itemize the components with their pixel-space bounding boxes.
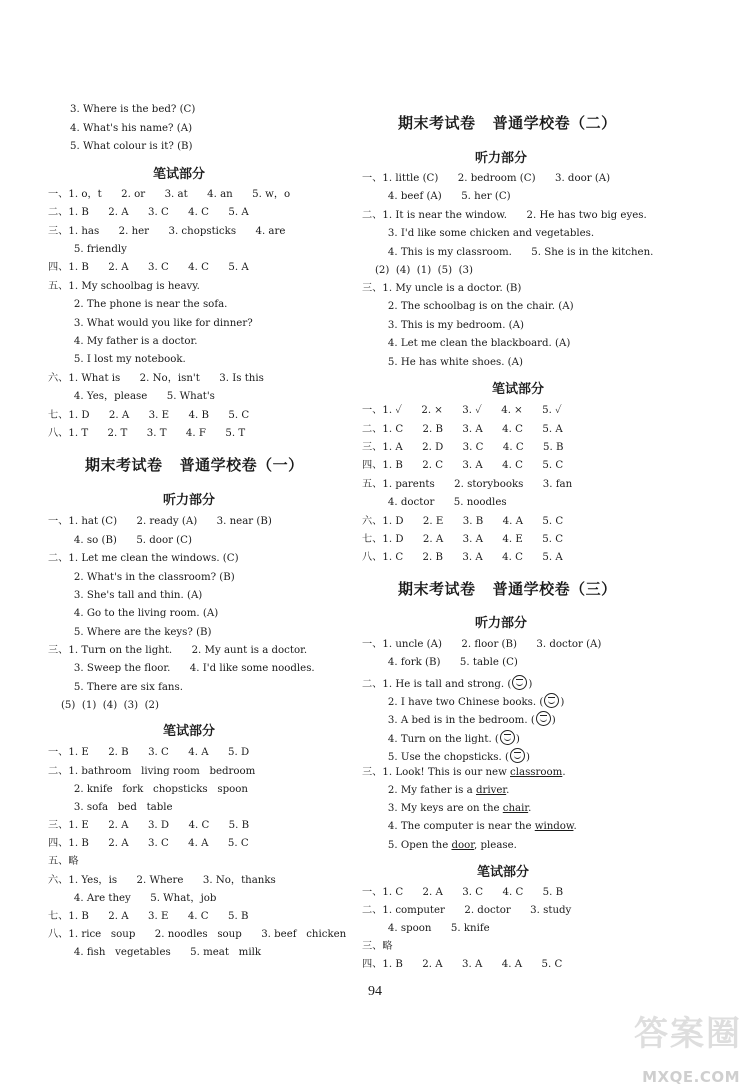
answer-text: 2. My father is a bbox=[362, 785, 476, 796]
answer-line: 4. Let me clean the blackboard. (A) bbox=[362, 338, 571, 349]
answer-text: ) bbox=[560, 697, 565, 708]
smiley-face-icon bbox=[500, 730, 515, 745]
answer-text: . bbox=[506, 785, 510, 796]
answer-line: 3. She's tall and thin. (A) bbox=[48, 590, 203, 601]
section-heading-listening: 听力部分 bbox=[163, 493, 216, 508]
underlined-answer: chair bbox=[502, 803, 529, 814]
answer-line: 4. fork (B) 5. table (C) bbox=[362, 657, 518, 668]
answer-line: 二、1. Let me clean the windows. (C) bbox=[48, 553, 239, 564]
answer-text: ) bbox=[525, 752, 530, 763]
answer-line: 一、1. o，t 2. or 3. at 4. an 5. w，o bbox=[48, 189, 291, 200]
section-heading-written: 笔试部分 bbox=[477, 865, 530, 880]
underlined-answer: window bbox=[534, 821, 574, 832]
answer-text: ) bbox=[515, 734, 520, 745]
answer-line: 三、1. E 2. A 3. D 4. C 5. B bbox=[48, 820, 250, 831]
answer-text: . bbox=[528, 803, 532, 814]
smiley-face-icon bbox=[536, 711, 551, 726]
page-number: 94 bbox=[368, 984, 382, 999]
answer-text: , please. bbox=[474, 840, 517, 851]
answer-line: 六、1. Yes，is 2. Where 3. No，thanks bbox=[48, 875, 276, 886]
watermark-logo-text: 答案圈 bbox=[634, 1014, 742, 1054]
answer-line: 2. What's in the classroom? (B) bbox=[48, 572, 235, 583]
answer-line: 3. Where is the bed? (C) bbox=[70, 104, 196, 115]
answer-line: 七、1. D 2. A 3. A 4. E 5. C bbox=[362, 534, 563, 545]
answer-line: 三、略 bbox=[362, 941, 393, 952]
answer-line: 3. sofa bed table bbox=[48, 802, 173, 813]
answer-line: 一、1. E 2. B 3. C 4. A 5. D bbox=[48, 747, 250, 758]
answer-line: 五、略 bbox=[48, 856, 79, 867]
answer-line: 4. spoon 5. knife bbox=[362, 923, 490, 934]
underlined-answer: classroom bbox=[510, 767, 563, 778]
answer-line bbox=[362, 802, 531, 816]
answer-line: 5. I lost my notebook. bbox=[48, 354, 186, 365]
answer-text: 二、1. He is tall and strong. ( bbox=[362, 679, 512, 690]
answer-line: 三、1. My uncle is a doctor. (B) bbox=[362, 283, 522, 294]
answer-line: 六、1. What is 2. No，isn't 3. Is this bbox=[48, 373, 264, 384]
answer-line: 5. There are six fans. bbox=[48, 682, 183, 693]
answer-line: 4. beef (A) 5. her (C) bbox=[362, 191, 511, 202]
answer-line bbox=[362, 730, 520, 747]
answer-line: 3. Sweep the floor. 4. I'd like some noodles. bbox=[48, 663, 315, 674]
answer-line: 二、1. computer 2. doctor 3. study bbox=[362, 905, 572, 916]
answer-line bbox=[362, 675, 532, 692]
answer-text: 5. Open the bbox=[362, 840, 452, 851]
answer-line: 3. What would you like for dinner? bbox=[48, 318, 253, 329]
answer-line: 4. doctor 5. noodles bbox=[362, 497, 507, 508]
underlined-answer: driver bbox=[475, 785, 507, 796]
answer-line: 一、1. little (C) 2. bedroom (C) 3. door (A) bbox=[362, 173, 611, 184]
exam-title: 期末考试卷 普通学校卷（一） bbox=[85, 456, 304, 474]
answer-line: 4. My father is a doctor. bbox=[48, 336, 198, 347]
answer-line: 一、1. uncle (A) 2. floor (B) 3. doctor (A) bbox=[362, 639, 602, 650]
answer-line: 3. This is my bedroom. (A) bbox=[362, 320, 524, 331]
answer-line: 三、1. A 2. D 3. C 4. C 5. B bbox=[362, 442, 564, 453]
answer-line: 八、1. C 2. B 3. A 4. C 5. A bbox=[362, 552, 563, 563]
watermark-url: MXQE.COM bbox=[642, 1068, 740, 1086]
answer-line: 5. He has white shoes. (A) bbox=[362, 357, 523, 368]
section-heading-written: 笔试部分 bbox=[153, 167, 206, 182]
answer-line: 4. Go to the living room. (A) bbox=[48, 608, 219, 619]
answer-line: 七、1. D 2. A 3. E 4. B 5. C bbox=[48, 410, 250, 421]
answer-line: 5. friendly bbox=[48, 244, 127, 255]
answer-line: 二、1. bathroom living room bedroom bbox=[48, 766, 256, 777]
answer-line: 四、1. B 2. A 3. C 4. A 5. C bbox=[48, 838, 249, 849]
section-heading-written: 笔试部分 bbox=[492, 382, 545, 397]
answer-text: 4. The computer is near the bbox=[362, 821, 535, 832]
answer-line: 四、1. B 2. A 3. C 4. C 5. A bbox=[48, 262, 249, 273]
answer-line: 4. This is my classroom. 5. She is in the kitchen. bbox=[362, 247, 654, 258]
answer-line: 4. so (B) 5. door (C) bbox=[48, 535, 192, 546]
answer-line: 八、1. T 2. T 3. T 4. F 5. T bbox=[48, 428, 246, 439]
answer-line bbox=[362, 839, 517, 853]
answer-text: . bbox=[562, 767, 566, 778]
answer-line: 5. What colour is it? (B) bbox=[70, 141, 193, 152]
answer-line: 一、1. C 2. A 3. C 4. C 5. B bbox=[362, 887, 564, 898]
section-heading-written: 笔试部分 bbox=[163, 724, 216, 739]
answer-line: 2. The schoolbag is on the chair. (A) bbox=[362, 301, 574, 312]
answer-line: 四、1. B 2. C 3. A 4. C 5. C bbox=[362, 460, 564, 471]
answer-line bbox=[362, 766, 566, 780]
answer-line: 七、1. B 2. A 3. E 4. C 5. B bbox=[48, 911, 249, 922]
answer-text: ) bbox=[551, 715, 556, 726]
answer-line: 4. Are they 5. What，job bbox=[48, 893, 217, 904]
answer-line: 二、1. C 2. B 3. A 4. C 5. A bbox=[362, 424, 563, 435]
exam-title: 期末考试卷 普通学校卷（二） bbox=[398, 114, 617, 132]
answer-line: (2) (4) (1) (5) (3) bbox=[362, 265, 474, 276]
watermark-logo bbox=[624, 1006, 742, 1086]
answer-line: 2. The phone is near the sofa. bbox=[48, 299, 228, 310]
answer-line: 五、1. parents 2. storybooks 3. fan bbox=[362, 479, 573, 490]
answer-line: 八、1. rice soup 2. noodles soup 3. beef chicken bbox=[48, 929, 347, 940]
answer-line bbox=[362, 784, 509, 798]
answer-text: 3. A bed is in the bedroom. ( bbox=[362, 715, 535, 726]
answer-line: 六、1. D 2. E 3. B 4. A 5. C bbox=[362, 516, 564, 527]
answer-text: 4. Turn on the light. ( bbox=[362, 734, 499, 745]
answer-text: . bbox=[573, 821, 577, 832]
answer-text: 三、1. Look! This is our new bbox=[362, 767, 511, 778]
answer-line: 三、1. Turn on the light. 2. My aunt is a doctor. bbox=[48, 645, 308, 656]
smiley-face-icon bbox=[512, 675, 527, 690]
section-heading-listening: 听力部分 bbox=[475, 616, 528, 631]
answer-line bbox=[362, 711, 556, 728]
answer-text: 2. I have two Chinese books. ( bbox=[362, 697, 544, 708]
underlined-answer: door bbox=[451, 840, 475, 851]
answer-line: 四、1. B 2. A 3. A 4. A 5. C bbox=[362, 959, 563, 970]
answer-text: ) bbox=[528, 679, 533, 690]
answer-line: 4. What's his name? (A) bbox=[70, 123, 193, 134]
smiley-face-icon bbox=[510, 748, 525, 763]
answer-text: 3. My keys are on the bbox=[362, 803, 503, 814]
answer-line: 二、1. It is near the window. 2. He has two big eyes. bbox=[362, 210, 647, 221]
answer-line: 4. Yes，please 5. What's bbox=[48, 391, 215, 402]
answer-line: 2. knife fork chopsticks spoon bbox=[48, 784, 248, 795]
answer-line: 5. Where are the keys? (B) bbox=[48, 627, 212, 638]
answer-line: 3. I'd like some chicken and vegetables. bbox=[362, 228, 595, 239]
answer-line: 4. fish vegetables 5. meat milk bbox=[48, 947, 262, 958]
answer-line: 五、1. My schoolbag is heavy. bbox=[48, 281, 200, 292]
answer-text: 5. Use the chopsticks. ( bbox=[362, 752, 509, 763]
answer-line: 一、1. hat (C) 2. ready (A) 3. near (B) bbox=[48, 516, 272, 527]
section-heading-listening: 听力部分 bbox=[475, 151, 528, 166]
answer-line bbox=[362, 693, 564, 710]
answer-line: (5) (1) (4) (3) (2) bbox=[48, 700, 160, 711]
smiley-face-icon bbox=[544, 693, 559, 708]
answer-line: 三、1. has 2. her 3. chopsticks 4. are bbox=[48, 226, 286, 237]
answer-line bbox=[362, 748, 530, 765]
answer-line: 一、1. ✓ 2. × 3. ✓ 4. × 5. ✓ bbox=[362, 405, 562, 416]
answer-line: 二、1. B 2. A 3. C 4. C 5. A bbox=[48, 207, 249, 218]
answer-line bbox=[362, 820, 577, 834]
exam-title: 期末考试卷 普通学校卷（三） bbox=[398, 580, 617, 598]
